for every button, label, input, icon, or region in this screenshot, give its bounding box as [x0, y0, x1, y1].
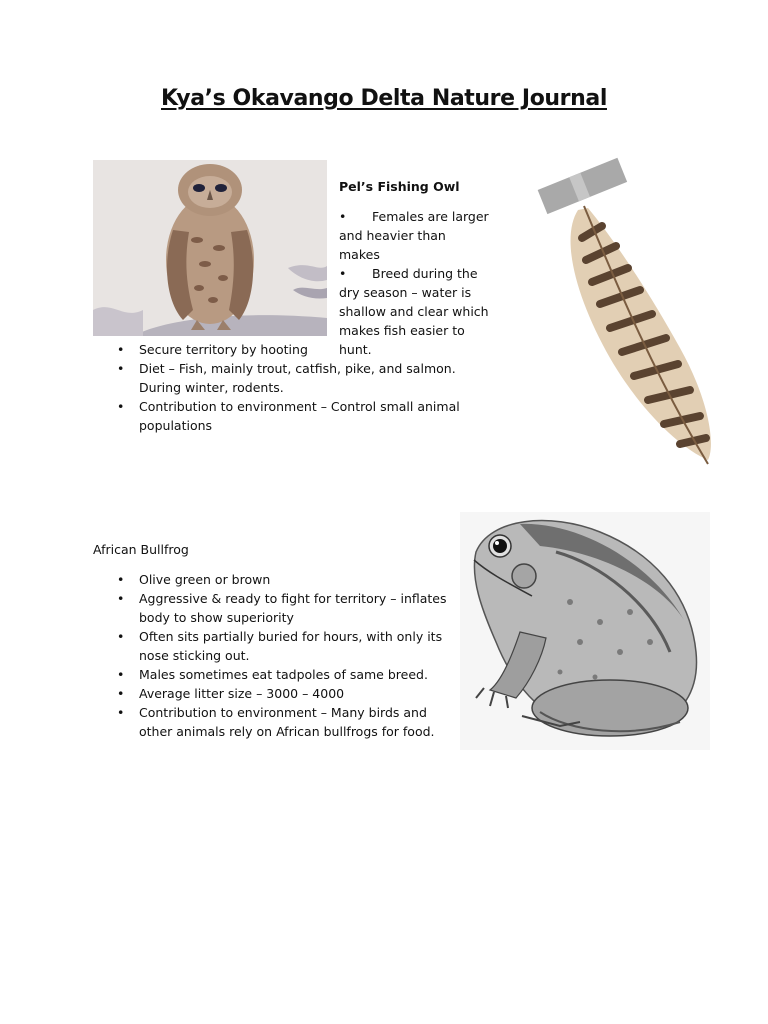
- feather-illustration: [530, 148, 730, 468]
- frog-heading: African Bullfrog: [93, 542, 189, 557]
- list-item: • Often sits partially buried for hours, with only its nose sticking out.: [93, 627, 463, 665]
- list-item: • Olive green or brown: [93, 570, 463, 589]
- owl-heading: Pel’s Fishing Owl: [339, 179, 460, 194]
- page-title-text: Kya’s Okavango Delta Nature Journal: [161, 86, 607, 111]
- list-item: • Secure territory by hooting: [93, 340, 473, 359]
- owl-illustration: [93, 160, 327, 336]
- list-item: • Diet – Fish, mainly trout, catfish, pike, and salmon. During winter, rodents.: [93, 359, 473, 397]
- list-item: • Aggressive & ready to fight for territory – inflates body to show superiority: [93, 589, 463, 627]
- list-item: • Males sometimes eat tadpoles of same breed.: [93, 665, 463, 684]
- list-item: • Females are larger and heavier than makes: [339, 207, 489, 264]
- frog-bullet-list: [93, 570, 463, 741]
- list-item: • Contribution to environment – Control small animal populations: [93, 397, 473, 435]
- list-item: • Average litter size – 3000 – 4000: [93, 684, 463, 703]
- owl-side-bullet-list: [339, 207, 489, 359]
- list-item: • Breed during the dry season – water is shallow and clear which makes fish easier to hunt.: [339, 264, 489, 359]
- frog-illustration: [460, 512, 710, 750]
- page-title: [0, 86, 768, 111]
- list-item: • Contribution to environment – Many birds and other animals rely on African bullfrogs for food.: [93, 703, 463, 741]
- owl-bullet-list: [93, 340, 473, 435]
